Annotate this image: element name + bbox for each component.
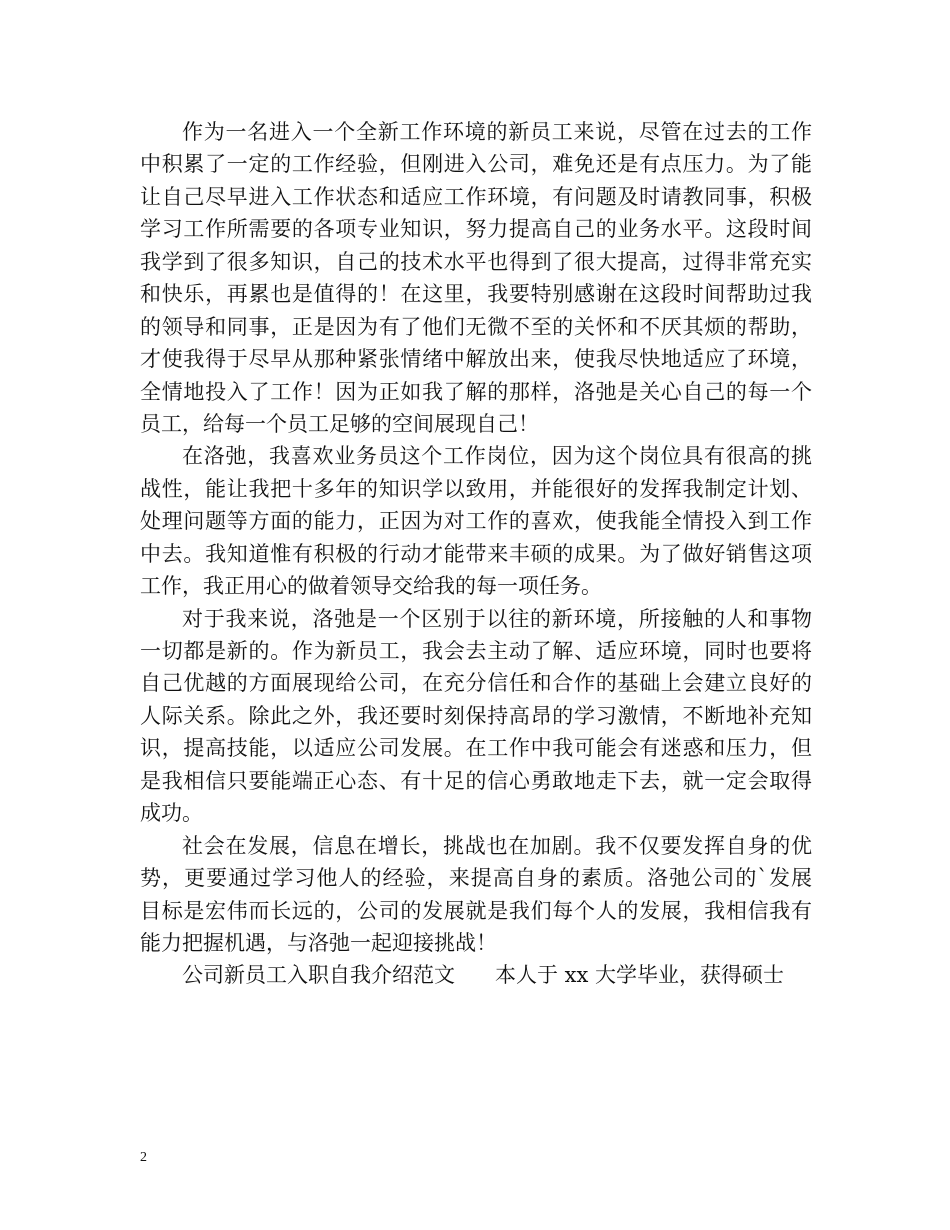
text-line: 在洛弛，我喜欢业务员这个工作岗位，因为这个岗位具有很高的挑	[182, 444, 812, 469]
text-line: 成功。	[140, 801, 203, 826]
text-line: 是我相信只要能端正心态、有十足的信心勇敢地走下去，就一定会取得	[140, 768, 812, 793]
text-line: 我学到了很多知识，自己的技术水平也得到了很大提高，过得非常充实	[140, 249, 812, 274]
closing-line	[140, 959, 812, 991]
text-line: 处理问题等方面的能力，正因为对工作的喜欢，使我能全情投入到工作	[140, 509, 812, 534]
paragraph-2	[140, 440, 812, 602]
text-line: 战性，能让我把十多年的知识学以致用，并能很好的发挥我制定计划、	[140, 476, 812, 501]
paragraph-1	[140, 116, 812, 440]
text-line: 中去。我知道惟有积极的行动才能带来丰硕的成果。为了做好销售这项	[140, 541, 812, 566]
text-line: 全情地投入了工作！因为正如我了解的那样，洛弛是关心自己的每一个	[140, 379, 812, 404]
body-text	[140, 116, 812, 992]
paragraph-3	[140, 603, 812, 830]
closing-text: 本人于 xx 大学毕业，获得硕士	[495, 963, 785, 988]
text-line: 对于我来说，洛弛是一个区别于以往的新环境，所接触的人和事物	[182, 606, 812, 631]
text-line: 人际关系。除此之外，我还要时刻保持高昂的学习激情，不断地补充知	[140, 703, 812, 728]
text-line: 才使我得于尽早从那种紧张情绪中解放出来，使我尽快地适应了环境，	[140, 347, 812, 372]
text-line: 能力把握机遇，与洛弛一起迎接挑战！	[140, 930, 497, 955]
text-line: 作为一名进入一个全新工作环境的新员工来说，尽管在过去的工作	[182, 120, 812, 144]
text-line: 工作，我正用心的做着领导交给我的每一项任务。	[140, 574, 602, 599]
paragraph-4	[140, 830, 812, 960]
text-line: 让自己尽早进入工作状态和适应工作环境，有问题及时请教同事，积极	[140, 184, 812, 209]
text-line: 社会在发展，信息在增长，挑战也在加剧。我不仅要发挥自身的优	[182, 833, 812, 858]
text-line: 员工，给每一个员工足够的空间展现自己！	[140, 411, 539, 436]
text-line: 和快乐，再累也是值得的！在这里，我要特别感谢在这段时间帮助过我	[140, 282, 812, 307]
text-line: 的领导和同事，正是因为有了他们无微不至的关怀和不厌其烦的帮助，	[140, 314, 812, 339]
text-line: 势，更要通过学习他人的经验，来提高自身的素质。洛弛公司的`发展	[140, 866, 812, 891]
text-line: 目标是宏伟而长远的，公司的发展就是我们每个人的发展，我相信我有	[140, 898, 812, 923]
closing-heading: 公司新员工入职自我介绍范文	[182, 963, 455, 988]
page-number: 2	[140, 1150, 147, 1165]
text-line: 中积累了一定的工作经验，但刚进入公司，难免还是有点压力。为了能	[140, 152, 812, 177]
text-line: 自己优越的方面展现给公司，在充分信任和合作的基础上会建立良好的	[140, 671, 812, 696]
text-line: 识，提高技能，以适应公司发展。在工作中我可能会有迷惑和压力，但	[140, 736, 812, 761]
text-line: 一切都是新的。作为新员工，我会去主动了解、适应环境，同时也要将	[140, 639, 812, 663]
text-line: 学习工作所需要的各项专业知识，努力提高自己的业务水平。这段时间	[140, 217, 812, 242]
